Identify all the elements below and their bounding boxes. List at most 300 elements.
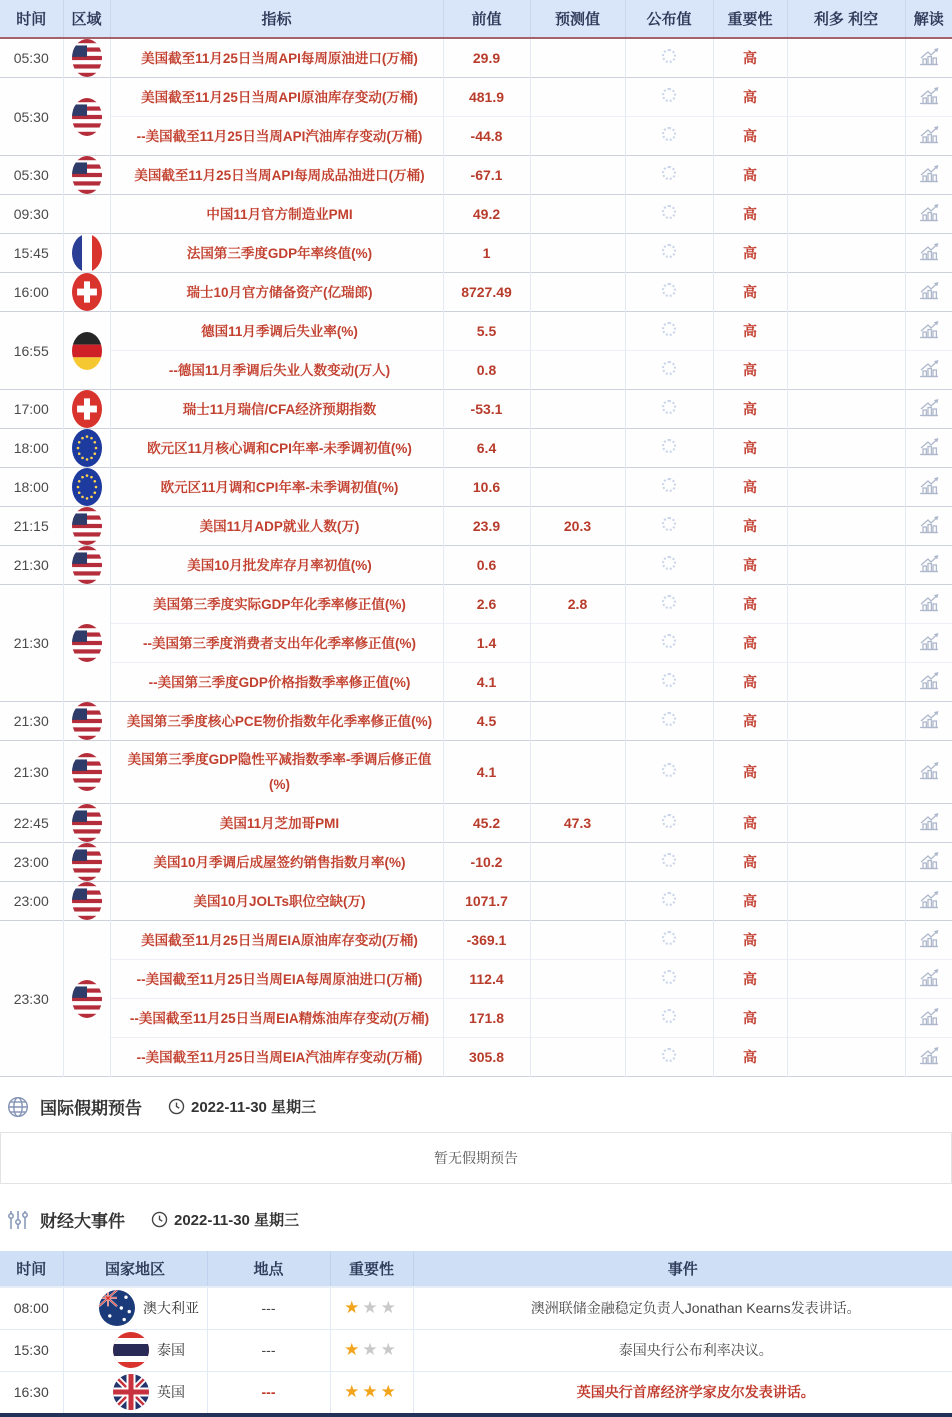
calendar-col-header: 区域 [63,0,110,38]
flag-us-icon [72,39,102,77]
importance-cell: 高 [713,273,787,312]
importance-cell: 高 [713,507,787,546]
published-value-cell [625,624,713,663]
region-cell [63,921,110,1077]
prev-value-cell: 4.1 [443,663,530,702]
indicator-cell: --美国第三季度消费者支出年化季率修正值(%) [110,624,443,663]
chart-icon[interactable] [917,435,941,457]
region-cell [63,546,110,585]
prev-value-cell: 4.5 [443,702,530,741]
forecast-value-cell [530,156,625,195]
calendar-row [0,38,952,78]
time-cell: 22:45 [0,804,63,843]
indicator-cell: --德国11月季调后失业人数变动(万人) [110,351,443,390]
loading-spinner-icon [662,244,676,258]
loading-spinner-icon [662,634,676,648]
prev-value-cell: 5.5 [443,312,530,351]
calendar-row [0,741,952,804]
prev-value-cell: 171.8 [443,999,530,1038]
chart-icon[interactable] [917,708,941,730]
forecast-value-cell [530,999,625,1038]
bias-cell [787,156,905,195]
indicator-cell: 美国10月JOLTs职位空缺(万) [110,882,443,921]
read-cell[interactable] [905,507,952,546]
time-cell: 05:30 [0,156,63,195]
read-cell[interactable] [905,663,952,702]
bias-cell [787,999,905,1038]
forecast-value-cell [530,234,625,273]
calendar-row [0,351,952,390]
calendar-row [0,843,952,882]
read-cell[interactable] [905,117,952,156]
read-cell[interactable] [905,882,952,921]
calendar-row [0,999,952,1038]
importance-stars-cell [330,1371,413,1413]
bias-cell [787,117,905,156]
importance-stars-cell [330,1329,413,1371]
forecast-value-cell [530,351,625,390]
indicator-cell: --美国截至11月25日当周EIA每周原油进口(万桶) [110,960,443,999]
region-cell [63,804,110,843]
forecast-value-cell [530,663,625,702]
time-cell: 18:00 [0,468,63,507]
calendar-row [0,78,952,117]
forecast-value-cell [530,390,625,429]
clock-icon [151,1211,168,1228]
forecast-value-cell [530,312,625,351]
read-cell[interactable] [905,195,952,234]
region-cell [63,843,110,882]
read-cell[interactable] [905,234,952,273]
bias-cell [787,78,905,117]
importance-cell: 高 [713,546,787,585]
importance-cell: 高 [713,156,787,195]
published-value-cell [625,663,713,702]
published-value-cell [625,804,713,843]
forecast-value-cell [530,882,625,921]
chart-icon[interactable] [917,630,941,652]
read-cell[interactable] [905,921,952,960]
chart-icon[interactable] [917,966,941,988]
star-icon: ★ [380,1340,399,1359]
time-cell: 21:30 [0,585,63,702]
indicator-cell: 美国11月ADP就业人数(万) [110,507,443,546]
indicator-cell: --美国截至11月25日当周EIA精炼油库存变动(万桶) [110,999,443,1038]
loading-spinner-icon [662,205,676,219]
indicator-cell: --美国截至11月25日当周EIA汽油库存变动(万桶) [110,1038,443,1077]
published-value-cell [625,195,713,234]
bias-cell [787,38,905,78]
read-cell[interactable] [905,351,952,390]
loading-spinner-icon [662,439,676,453]
loading-spinner-icon [662,853,676,867]
chart-icon[interactable] [917,759,941,781]
read-cell[interactable] [905,390,952,429]
published-value-cell [625,429,713,468]
chart-icon[interactable] [917,669,941,691]
time-cell: 23:30 [0,921,63,1077]
read-cell[interactable] [905,999,952,1038]
region-cell [63,429,110,468]
star-icon: ★ [362,1340,381,1359]
region-cell [63,78,110,156]
importance-cell: 高 [713,429,787,468]
chart-icon[interactable] [917,552,941,574]
chart-icon[interactable] [917,1005,941,1027]
event-description-cell: 澳洲联储金融稳定负责人Jonathan Kearns发表讲话。 [413,1287,952,1329]
forecast-value-cell [530,546,625,585]
loading-spinner-icon [662,892,676,906]
location-cell: --- [207,1287,330,1329]
chart-icon[interactable] [917,201,941,223]
importance-stars-cell [330,1287,413,1329]
published-value-cell [625,999,713,1038]
calendar-row [0,702,952,741]
calendar-table-head [0,0,952,38]
time-cell: 05:30 [0,38,63,78]
prev-value-cell: 0.6 [443,546,530,585]
published-value-cell [625,921,713,960]
read-cell[interactable] [905,38,952,78]
chart-icon[interactable] [917,888,941,910]
star-icon: ★ [362,1298,381,1318]
loading-spinner-icon [662,712,676,726]
bias-cell [787,195,905,234]
loading-spinner-icon [662,1048,676,1062]
bias-cell [787,1038,905,1077]
read-cell[interactable] [905,156,952,195]
published-value-cell [625,234,713,273]
time-cell: 21:15 [0,507,63,546]
published-value-cell [625,843,713,882]
loading-spinner-icon [662,88,676,102]
forecast-value-cell [530,843,625,882]
flag-ch-icon [72,390,102,428]
published-value-cell [625,38,713,78]
region-cell [63,741,110,804]
importance-cell: 高 [713,624,787,663]
indicator-cell: 美国截至11月25日当周EIA原油库存变动(万桶) [110,921,443,960]
importance-cell: 高 [713,312,787,351]
region-cell [63,273,110,312]
read-cell[interactable] [905,429,952,468]
sliders-icon [6,1208,30,1232]
prev-value-cell: -369.1 [443,921,530,960]
indicator-cell: 美国11月芝加哥PMI [110,804,443,843]
star-icon: ★ [362,1382,381,1402]
prev-value-cell: 2.6 [443,585,530,624]
forecast-value-cell [530,273,625,312]
loading-spinner-icon [662,673,676,687]
region-cell [63,882,110,921]
prev-value-cell: 6.4 [443,429,530,468]
read-cell[interactable] [905,741,952,804]
calendar-col-header: 解读 [905,0,952,38]
importance-cell: 高 [713,117,787,156]
read-cell[interactable] [905,960,952,999]
published-value-cell [625,546,713,585]
calendar-row [0,234,952,273]
calendar-row [0,429,952,468]
read-cell[interactable] [905,78,952,117]
flag-us-icon [72,624,102,662]
loading-spinner-icon [662,400,676,414]
holiday-empty-box: 暂无假期预告 [0,1132,952,1184]
region-cell [63,195,110,234]
importance-cell: 高 [713,741,787,804]
prev-value-cell: 29.9 [443,38,530,78]
time-cell: 21:30 [0,702,63,741]
loading-spinner-icon [662,478,676,492]
prev-value-cell: 8727.49 [443,273,530,312]
calendar-col-header: 重要性 [713,0,787,38]
indicator-cell: 德国11月季调后失业率(%) [110,312,443,351]
holiday-section-title: 国际假期预告 [40,1099,142,1118]
bias-cell [787,390,905,429]
importance-cell: 高 [713,351,787,390]
prev-value-cell: 49.2 [443,195,530,234]
calendar-row [0,507,952,546]
published-value-cell [625,702,713,741]
loading-spinner-icon [662,517,676,531]
indicator-cell: 美国10月季调后成屋签约销售指数月率(%) [110,843,443,882]
loading-spinner-icon [662,814,676,828]
time-cell: 16:55 [0,312,63,390]
indicator-cell: --美国截至11月25日当周API汽油库存变动(万桶) [110,117,443,156]
indicator-cell: 美国10月批发库存月率初值(%) [110,546,443,585]
importance-cell: 高 [713,38,787,78]
importance-cell: 高 [713,585,787,624]
forecast-value-cell [530,624,625,663]
importance-cell: 高 [713,882,787,921]
region-cell [63,234,110,273]
event-time-cell: 16:30 [0,1371,63,1413]
chart-icon[interactable] [917,513,941,535]
published-value-cell [625,507,713,546]
chart-icon[interactable] [917,279,941,301]
forecast-value-cell [530,1038,625,1077]
chart-icon[interactable] [917,810,941,832]
calendar-col-header: 前值 [443,0,530,38]
forecast-value-cell: 47.3 [530,804,625,843]
chart-icon[interactable] [917,162,941,184]
importance-cell: 高 [713,921,787,960]
bias-cell [787,921,905,960]
importance-cell: 高 [713,843,787,882]
prev-value-cell: -10.2 [443,843,530,882]
loading-spinner-icon [662,970,676,984]
published-value-cell [625,741,713,804]
calendar-row [0,585,952,624]
loading-spinner-icon [662,127,676,141]
bias-cell [787,624,905,663]
calendar-row [0,195,952,234]
flag-fr-icon [72,234,102,272]
importance-cell: 高 [713,390,787,429]
published-value-cell [625,273,713,312]
published-value-cell [625,390,713,429]
importance-cell: 高 [713,1038,787,1077]
events-col-header: 事件 [413,1251,952,1287]
bias-cell [787,273,905,312]
published-value-cell [625,882,713,921]
published-value-cell [625,468,713,507]
prev-value-cell: 112.4 [443,960,530,999]
events-col-header: 时间 [0,1251,63,1287]
published-value-cell [625,117,713,156]
loading-spinner-icon [662,931,676,945]
chart-icon[interactable] [917,396,941,418]
chart-icon[interactable] [917,240,941,262]
holiday-date: 2022-11-30 星期三 [191,1099,317,1116]
bias-cell [787,351,905,390]
flag-us-icon [72,507,102,545]
read-cell[interactable] [905,804,952,843]
region-cell [63,156,110,195]
chart-icon[interactable] [917,45,941,67]
prev-value-cell: 1 [443,234,530,273]
bias-cell [787,585,905,624]
chart-icon[interactable] [917,591,941,613]
read-cell[interactable] [905,624,952,663]
published-value-cell [625,78,713,117]
calendar-row [0,117,952,156]
time-cell: 09:30 [0,195,63,234]
forecast-value-cell [530,117,625,156]
event-time-cell: 15:30 [0,1329,63,1371]
importance-cell: 高 [713,960,787,999]
forecast-value-cell [530,78,625,117]
indicator-cell: 瑞士11月瑞信/CFA经济预期指数 [110,390,443,429]
time-cell: 05:30 [0,78,63,156]
published-value-cell [625,312,713,351]
event-row [0,1287,952,1329]
chart-icon[interactable] [917,849,941,871]
bias-cell [787,882,905,921]
calendar-row [0,546,952,585]
events-col-header: 地点 [207,1251,330,1287]
event-row [0,1329,952,1371]
bias-cell [787,468,905,507]
prev-value-cell: 305.8 [443,1038,530,1077]
flag-us-icon [72,98,102,136]
prev-value-cell: 23.9 [443,507,530,546]
loading-spinner-icon [662,322,676,336]
calendar-row [0,1038,952,1077]
read-cell[interactable] [905,585,952,624]
published-value-cell [625,960,713,999]
read-cell[interactable] [905,702,952,741]
forecast-value-cell [530,921,625,960]
footer-strip [0,1413,952,1417]
bias-cell [787,429,905,468]
read-cell[interactable] [905,843,952,882]
event-description-cell: 泰国央行公布利率决议。 [413,1329,952,1371]
time-cell: 18:00 [0,429,63,468]
flag-us-icon [72,546,102,584]
flag-de-icon [72,332,102,370]
calendar-row [0,960,952,999]
flag-au-icon [99,1290,135,1326]
region-cell [63,468,110,507]
calendar-col-header: 预测值 [530,0,625,38]
bias-cell [787,804,905,843]
read-cell[interactable] [905,1038,952,1077]
loading-spinner-icon [662,361,676,375]
published-value-cell [625,585,713,624]
importance-cell: 高 [713,663,787,702]
read-cell[interactable] [905,273,952,312]
importance-cell: 高 [713,999,787,1038]
loading-spinner-icon [662,556,676,570]
loading-spinner-icon [662,166,676,180]
importance-cell: 高 [713,804,787,843]
bias-cell [787,741,905,804]
flag-us-icon [72,882,102,920]
published-value-cell [625,351,713,390]
forecast-value-cell [530,960,625,999]
prev-value-cell: 1071.7 [443,882,530,921]
indicator-cell: 美国第三季度核心PCE物价指数年化季率修正值(%) [110,702,443,741]
chart-icon[interactable] [917,927,941,949]
time-cell: 21:30 [0,546,63,585]
calendar-row [0,663,952,702]
bias-cell [787,546,905,585]
chart-icon[interactable] [917,84,941,106]
calendar-row [0,156,952,195]
country-name: 英国 [157,1384,185,1401]
time-cell: 23:00 [0,882,63,921]
prev-value-cell: 10.6 [443,468,530,507]
calendar-row [0,624,952,663]
importance-cell: 高 [713,702,787,741]
indicator-cell: 美国第三季度实际GDP年化季率修正值(%) [110,585,443,624]
forecast-value-cell [530,702,625,741]
country-cell [63,1371,207,1413]
importance-cell: 高 [713,468,787,507]
prev-value-cell: 1.4 [443,624,530,663]
prev-value-cell: -67.1 [443,156,530,195]
time-cell: 15:45 [0,234,63,273]
loading-spinner-icon [662,595,676,609]
read-cell[interactable] [905,468,952,507]
chart-icon[interactable] [917,123,941,145]
flag-th-icon [113,1332,149,1368]
indicator-cell: 美国截至11月25日当周API每周原油进口(万桶) [110,38,443,78]
events-date: 2022-11-30 星期三 [174,1212,300,1229]
forecast-value-cell [530,468,625,507]
chart-icon[interactable] [917,474,941,496]
chart-icon[interactable] [917,357,941,379]
read-cell[interactable] [905,312,952,351]
star-icon: ★ [344,1340,363,1359]
indicator-cell: 法国第三季度GDP年率终值(%) [110,234,443,273]
forecast-value-cell: 2.8 [530,585,625,624]
calendar-col-header: 利多 利空 [787,0,905,38]
country-cell [63,1287,207,1329]
flag-us-icon [72,980,102,1018]
flag-eu-icon [72,429,102,467]
chart-icon[interactable] [917,1044,941,1066]
event-description-cell: 英国央行首席经济学家皮尔发表讲话。 [413,1371,952,1413]
location-cell: --- [207,1371,330,1413]
country-name: 泰国 [157,1342,185,1358]
read-cell[interactable] [905,546,952,585]
flag-gb-icon [113,1374,149,1410]
calendar-header-row [0,0,952,38]
chart-icon[interactable] [917,318,941,340]
region-cell [63,38,110,78]
